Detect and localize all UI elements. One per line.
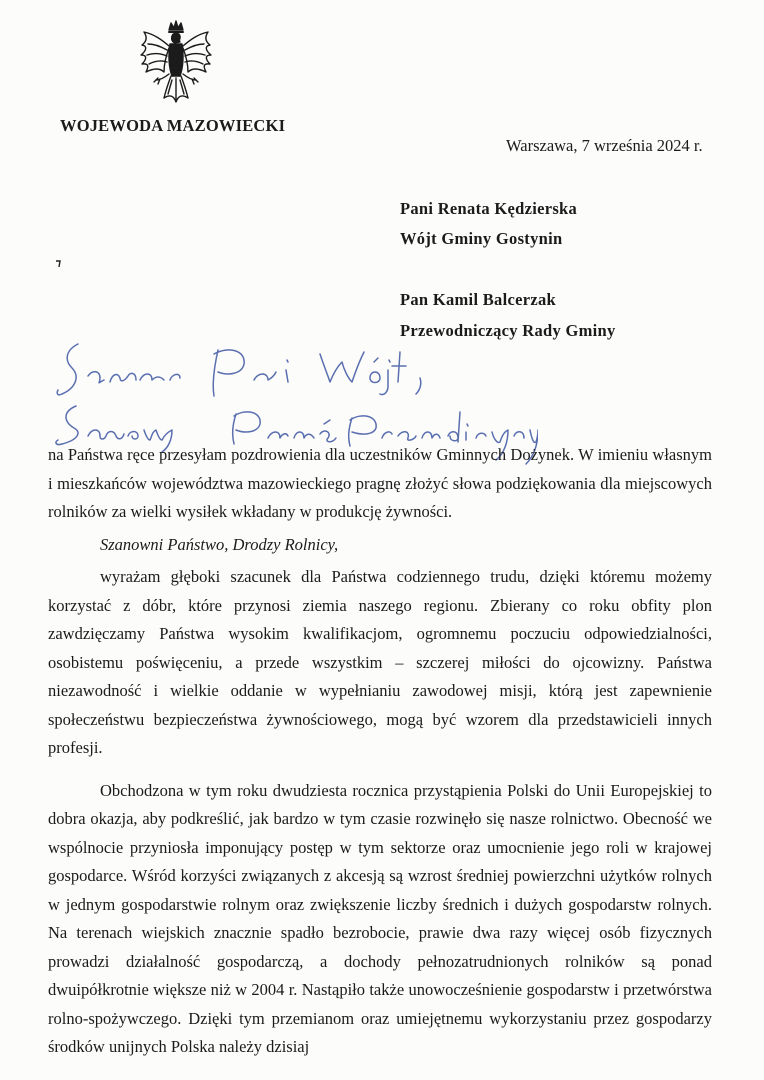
eagle-emblem-icon	[134, 18, 218, 112]
letter-body	[48, 441, 712, 1062]
recipient-2-name: Pan Kamil Balcerzak	[400, 290, 557, 309]
paragraph-3: Obchodzona w tym roku dwudziesta rocznica przystąpienia Polski do Unii Europejskiej to dobra okazja, aby podkreślić, jak bardzo w tym czasie rozwinęło się nasze rolnictwo. Obecność we wspólnocie przyniosła imponujący postęp w tym sektorze oraz umocnienie jego roli w krajowej gospodarce. Wśród korzyści związanych z akcesją są wzrost średniej powierzchni użytków rolnych w jednym gospodarstwie rolnym oraz zwiększenie liczby średnich i dużych gospodarstw rolnych. Na terenach wiejskich znacznie spadło bezrobocie, prawie dwa razy więcej osób fizycznych prowadzi działalność gospodarczą, a dochody pełnozatrudnionych rolników są ponad dwuipółkrotnie większe niż w 2004 r. Nastąpiło także unowocześnienie gospodarstw i przetwórstwa rolno-spożywczego. Dzięki tym przemianom oraz umiejętnemu wykorzystaniu przez gospodarzy środków unijnych Polska należy dzisiaj	[48, 780, 712, 1056]
paragraph-1: na Państwa ręce przesyłam pozdrowienia dla uczestników Gminnych Dożynek. W imieniu własnym i mieszkańców województwa mazowieckiego pragnę złożyć słowa podziękowania dla miejscowych rolników za wielki wysiłek wkładany w produkcję żywności.	[48, 445, 712, 521]
recipient-2-title: Przewodniczący Rady Gminy	[400, 321, 616, 340]
recipient-1-title: Wójt Gminy Gostynin	[400, 229, 563, 248]
date-line: Warszawa, 7 września 2024 r.	[506, 136, 703, 155]
paragraph-2: wyrażam głęboki szacunek dla Państwa codziennego trudu, dzięki któremu możemy korzystać z dóbr, które przynosi ziemia naszego regionu. Zbierany co roku obfity plon zawdzięczamy Państwa wysokim kwalifikacjom, ogromnemu poczuciu odpowiedzialności, osobistemu poświęceniu, a przede wszystkim – szczerej miłości do ojcowizny. Państwa niezawodność i wielkie oddanie w wypełnianiu zawodowej misji, którą jest zapewnienie społeczeństwu bezpieczeństwa żywnościowego, mogą być wzorem dla przedstawicieli innych profesji.	[48, 567, 712, 757]
salutation: Szanowni Państwo, Drodzy Rolnicy,	[100, 534, 339, 554]
issuing-office-heading: WOJEWODA MAZOWIECKI	[60, 116, 286, 135]
recipient-1-name: Pani Renata Kędzierska	[400, 199, 578, 218]
stray-mark	[55, 260, 61, 268]
